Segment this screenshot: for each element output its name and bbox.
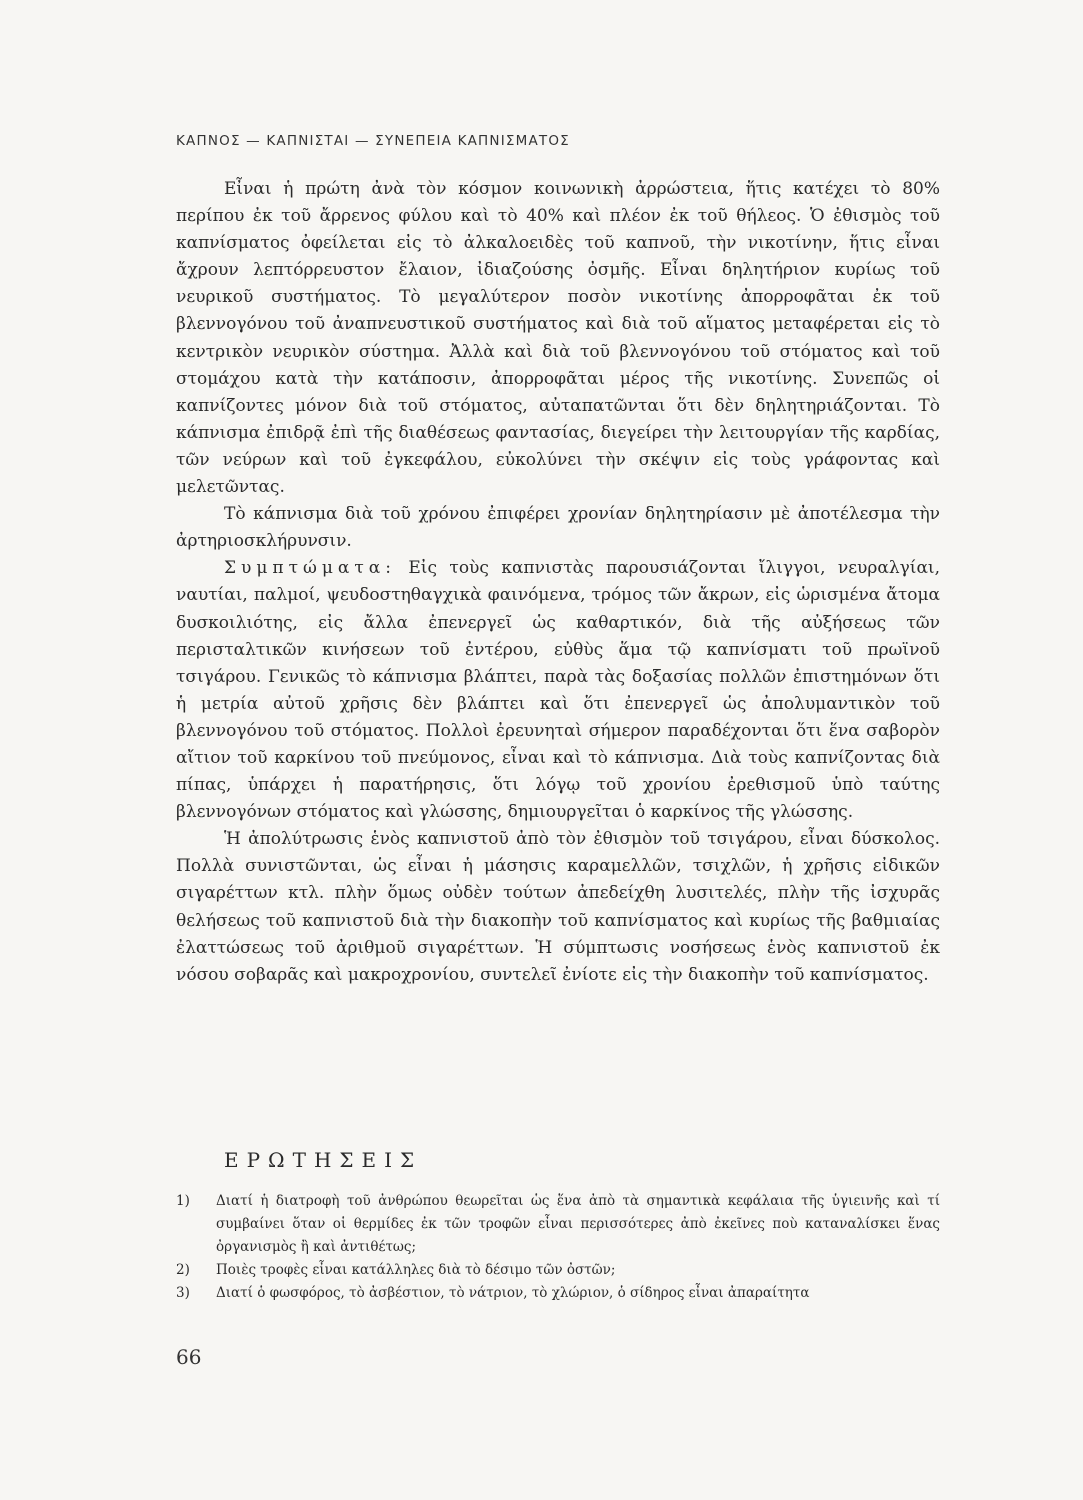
question-number: 2) (176, 1262, 190, 1278)
symptoms-lead: Συμπτώματα: (224, 558, 396, 579)
paragraph-3-text: Εἰς τοὺς καπνιστὰς παρουσιάζονται ἴλιγγοι, νευραλγίαι, ναυτίαι, παλμοί, ψευδοστηθαγχικὰ φαινόμενα, τρόμος τῶν ἄκρων, εἰς ὡρισμένα ἄτομα δυσκοιλιότης, εἰς ἄλλα ἐπενεργεῖ ὡς καθαρτικόν, διὰ τῆς αὐξήσεως τῶν περισταλτικῶν κινήσεων τοῦ ἐντέρου, εὐθὺς ἅμα τῷ καπνίσματι τοῦ πρωϊνοῦ τσιγάρου. Γενικῶς τὸ κάπνισμα βλάπτει, παρὰ τὰς δοξασίας πολλῶν ἐπιστημόνων ὅτι ἡ μετρία αὐτοῦ χρῆσις δὲν βλάπτει καὶ ὅτι ἐπενεργεῖ ὡς ἀπολυμαντικὸν τοῦ βλεννογόνου τοῦ στόματος. Πολλοὶ ἐρευνηταὶ σήμερον παραδέχονται ὅτι ἕνα σαβορὸν αἴτιον τοῦ καρκίνου τοῦ πνεύμονος, εἶναι καὶ τὸ κάπνισμα. Διὰ τοὺς καπνίζοντας διὰ πίπας, ὑπάρχει ἡ παρατήρησις, ὅτι λόγῳ τοῦ χρονίου ἐρεθισμοῦ ὑπὸ ταύτης βλεννογόνων στόματος καὶ γλώσσης, δημιουργεῖται ὁ καρκίνος τῆς γλώσσης. (176, 558, 940, 823)
body-text (176, 176, 940, 989)
question-number: 3) (176, 1285, 190, 1301)
question-number: 1) (176, 1193, 190, 1209)
question-text: Ποιὲς τροφὲς εἶναι κατάλληλες διὰ τὸ δέσιμο τῶν ὀστῶν; (216, 1262, 616, 1278)
question-item (176, 1259, 940, 1282)
question-item (176, 1190, 940, 1259)
paragraph-4: Ἡ ἀπολύτρωσις ἑνὸς καπνιστοῦ ἀπὸ τὸν ἐθισμὸν τοῦ τσιγάρου, εἶναι δύσκολος. Πολλὰ συνιστῶνται, ὡς εἶναι ἡ μάσησις καραμελλῶν, τσιχλῶν, ἡ χρῆσις εἰδικῶν σιγαρέττων κτλ. πλὴν ὅμως οὐδὲν τούτων ἀπεδείχθη λυσιτελές, πλὴν τῆς ἰσχυρᾶς θελήσεως τοῦ καπνιστοῦ διὰ τὴν διακοπὴν τοῦ καπνίσματος καὶ κυρίως τῆς βαθμιαίας ἐλαττώσεως τοῦ ἀριθμοῦ σιγαρέττων. Ἡ σύμπτωσις νοσήσεως ἑνὸς καπνιστοῦ ἐκ νόσου σοβαρᾶς καὶ μακροχρονίου, συντελεῖ ἐνίοτε εἰς τὴν διακοπὴν τοῦ καπνίσματος. (176, 829, 940, 985)
page-number: 66 (176, 1345, 202, 1369)
running-head: ΚΑΠΝΟΣ — ΚΑΠΝΙΣΤΑΙ — ΣΥΝΕΠΕΙΑ ΚΑΠΝΙΣΜΑΤΟΣ (176, 133, 570, 149)
paragraph-1: Εἶναι ἡ πρώτη ἀνὰ τὸν κόσμον κοινωνικὴ ἀρρώστεια, ἥτις κατέχει τὸ 80% περίπου ἐκ τοῦ ἄρρενος φύλου καὶ τὸ 40% καὶ πλέον ἐκ τοῦ θήλεος. Ὁ ἐθισμὸς τοῦ καπνίσματος ὀφείλεται εἰς τὸ ἀλκαλοειδὲς τοῦ καπνοῦ, τὴν νικοτίνην, ἥτις εἶναι ἄχρουν λεπτόρρευστον ἔλαιον, ἰδιαζούσης ὀσμῆς. Εἶναι δηλητήριον κυρίως τοῦ νευρικοῦ συστήματος. Τὸ μεγαλύτερον ποσὸν νικοτίνης ἀπορροφᾶται ἐκ τοῦ βλεννογόνου τοῦ ἀναπνευστικοῦ συστήματος καὶ διὰ τοῦ αἵματος μεταφέρεται εἰς τὸ κεντρικὸν νευρικὸν σύστημα. Ἀλλὰ καὶ διὰ τοῦ βλεννογόνου τοῦ στόματος καὶ τοῦ στομάχου κατὰ τὴν κατάποσιν, ἀπορροφᾶται μέρος τῆς νικοτίνης. Συνεπῶς οἱ καπνίζοντες μόνον διὰ τοῦ στόματος, αὐταπατῶνται ὅτι δὲν δηλητηριάζονται. Τὸ κάπνισμα ἐπιδρᾷ ἐπὶ τῆς διαθέσεως φαντασίας, διεγείρει τὴν λειτουργίαν τῆς καρδίας, τῶν νεύρων καὶ τοῦ ἐγκεφάλου, εὐκολύνει τὴν σκέψιν εἰς τοὺς γράφοντας καὶ μελετῶντας. (176, 179, 940, 498)
question-text: Διατί ὁ φωσφόρος, τὸ ἀσβέστιον, τὸ νάτριον, τὸ χλώριον, ὁ σίδηρος εἶναι ἀπαραίτητα (216, 1285, 810, 1301)
questions-list (176, 1190, 940, 1305)
question-item (176, 1282, 940, 1305)
question-text: Διατί ἡ διατροφὴ τοῦ ἀνθρώπου θεωρεῖται ὡς ἕνα ἀπὸ τὰ σημαντικὰ κεφάλαια τῆς ὑγιεινῆς καὶ τί συμβαίνει ὅταν οἱ θερμίδες ἐκ τῶν τροφῶν εἶναι περισσότερες ἀπὸ ἐκεῖνες ποὺ καταναλίσκει ἕνας ὀργανισμὸς ἢ καὶ ἀντιθέτως; (216, 1193, 940, 1255)
paragraph-2: Τὸ κάπνισμα διὰ τοῦ χρόνου ἐπιφέρει χρονίαν δηλητηρίασιν μὲ ἀποτέλεσμα τὴν ἀρτηριοσκλήρυνσιν. (176, 504, 940, 552)
questions-title: ΕΡΩΤΗΣΕΙΣ (224, 1148, 423, 1172)
paragraph-3 (176, 555, 940, 826)
